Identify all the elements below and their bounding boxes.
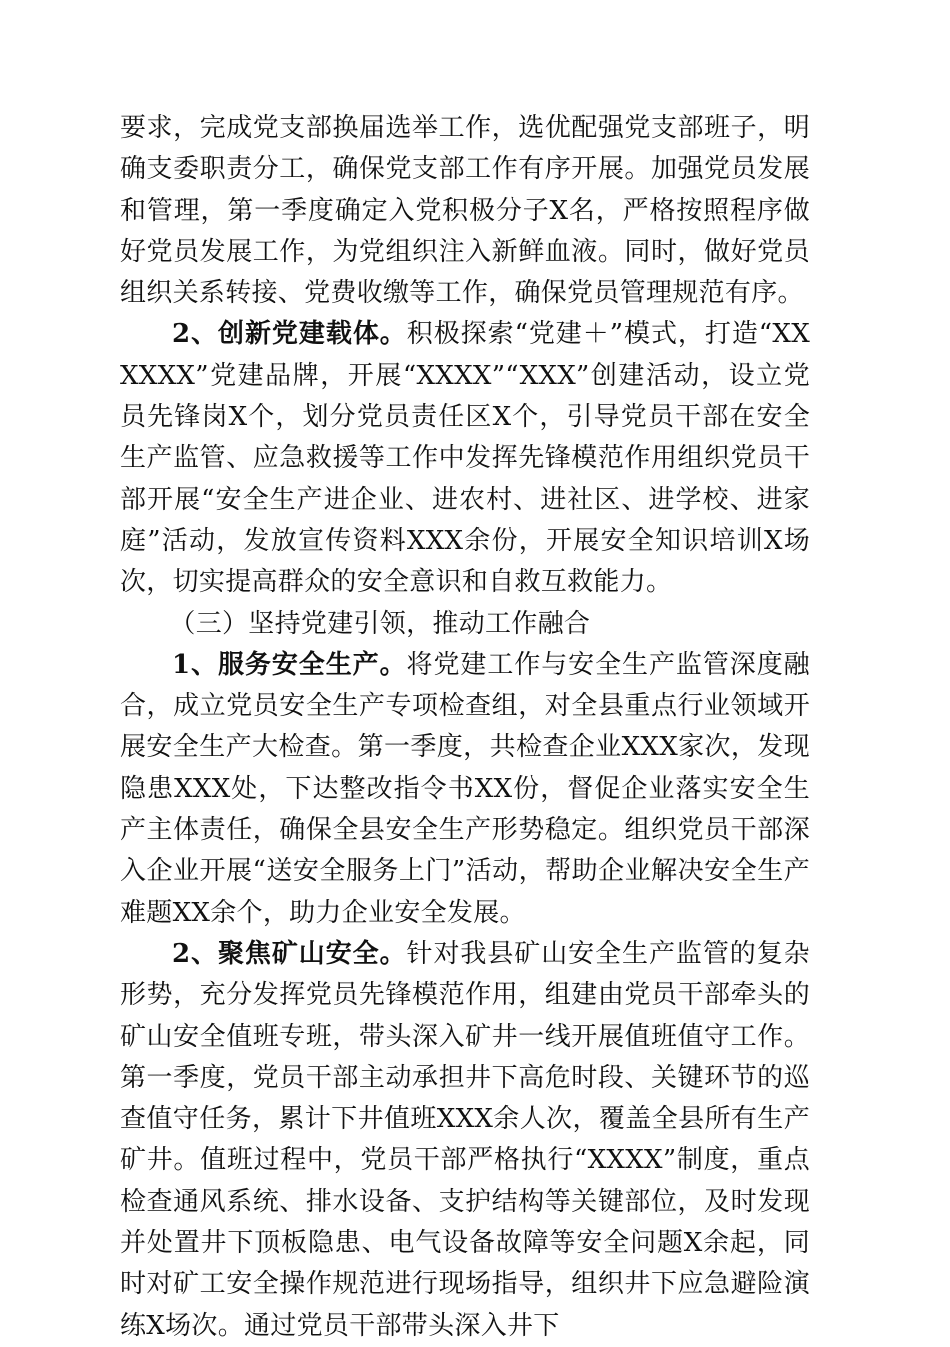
document-page <box>120 108 810 1347</box>
paragraph-lead-heading: 2、聚焦矿山安全。 <box>172 938 407 969</box>
paragraph-mine-safety <box>120 934 810 1347</box>
paragraph-text: 将党建工作与安全生产监管深度融合，成立党员安全生产专项检查组，对全县重点行业领域开展安全生产大检查。第一季度，共检查企业XXX家次，发现隐患XXX处，下达整改指令书XX份，督促企业落实安全生产主体责任，确保全县安全生产形势稳定。组织党员干部深入企业开展“送安全服务上门”活动，帮助企业解决安全生产难题XX余个，助力企业安全发展。 <box>120 649 810 928</box>
paragraph-text: 针对我县矿山安全生产监管的复杂形势，充分发挥党员先锋模范作用，组建由党员干部牵头的矿山安全值班专班，带头深入矿井一线开展值班值守工作。第一季度，党员干部主动承担井下高危时段、关键环节的巡查值守任务，累计下井值班XXX余人次，覆盖全县所有生产矿井。值班过程中，党员干部严格执行“XXXX”制度，重点检查通风系统、排水设备、支护结构等关键部位，及时发现并处置井下顶板隐患、电气设备故障等安全问题X余起，同时对矿工安全操作规范进行现场指导，组织井下应急避险演练X场次。通过党员干部带头深入井下 <box>120 938 810 1341</box>
paragraph-text: 要求，完成党支部换届选举工作，选优配强党支部班子，明确支委职责分工，确保党支部工作有序开展。加强党员发展和管理，第一季度确定入党积极分子X名，严格按照程序做好党员发展工作，为党组织注入新鲜血液。同时，做好党员组织关系转接、党费收缴等工作，确保党员管理规范有序。 <box>120 113 810 309</box>
paragraph-lead-heading: 2、创新党建载体。 <box>172 319 407 350</box>
paragraph-innovate-party-building <box>120 314 810 603</box>
section-heading: （三）坚持党建引领，推动工作融合 <box>169 608 591 639</box>
paragraph-text: 积极探索“党建＋”模式，打造“XXXXXX”党建品牌，开展“XXXX”“XXX”创建活动，设立党员先锋岗X个，划分党员责任区X个，引导党员干部在安全生产监管、应急救援等工作中发挥先锋模范作用组织党员干部开展“安全生产进企业、进农村、进社区、进学校、进家庭”活动，发放宣传资料XXX余份，开展安全知识培训X场次，切实提高群众的安全意识和自救互救能力。 <box>120 319 810 598</box>
paragraph-party-member-management <box>120 108 810 314</box>
paragraph-serve-safety-production <box>120 645 810 934</box>
paragraph-lead-heading: 1、服务安全生产。 <box>172 649 407 680</box>
